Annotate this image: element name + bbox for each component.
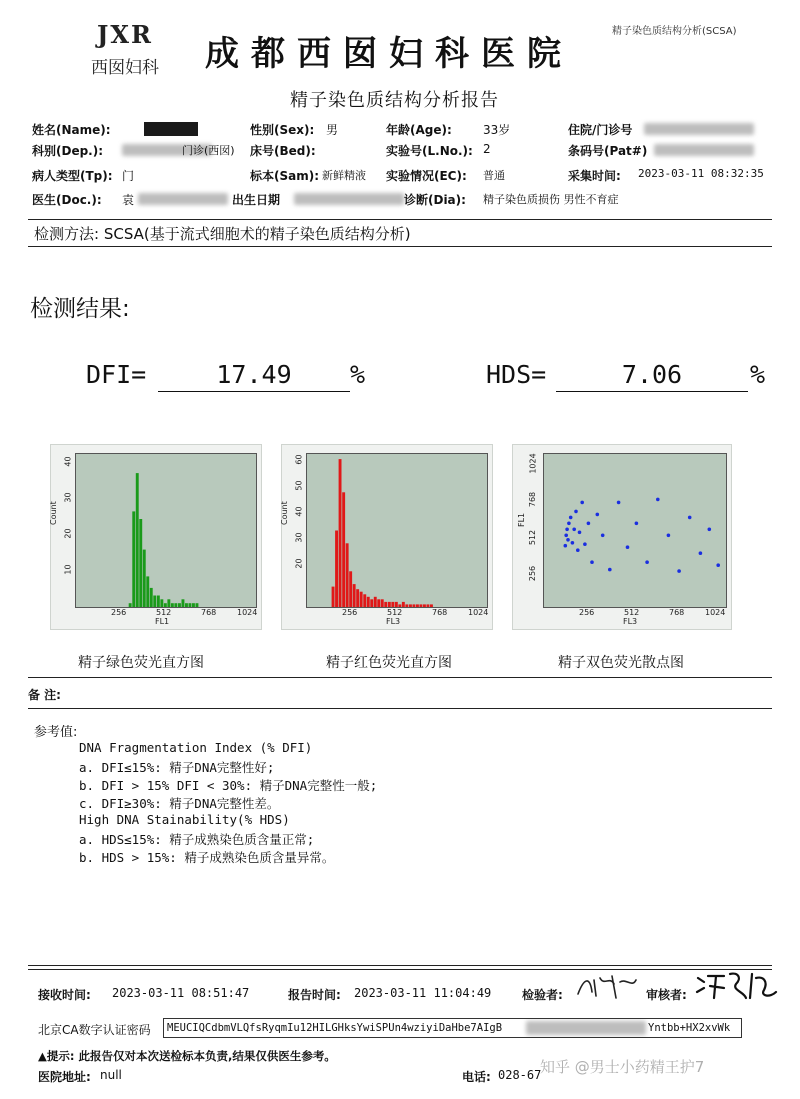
reference-line-7: b. HDS > 15%: 精子成熟染色质含量异常。 bbox=[79, 850, 335, 865]
red-histogram-bar bbox=[356, 589, 359, 607]
blue-ytick-1024: 1024 bbox=[528, 453, 538, 474]
blue-scatter-point bbox=[645, 560, 649, 564]
barcode-redacted bbox=[654, 144, 754, 156]
blue-scatter-point bbox=[656, 498, 660, 502]
green-ylabel: Count bbox=[49, 501, 58, 525]
barcode-label: 条码号(Pat#) bbox=[568, 144, 648, 158]
blue-scatter-point bbox=[677, 569, 681, 573]
ca-code-end: Yntbb+HX2xvWk bbox=[648, 1022, 731, 1034]
red-caption: 精子红色荧光直方图 bbox=[326, 655, 452, 671]
green-xlabel: FL1 bbox=[155, 617, 170, 626]
doctor-value: 袁 bbox=[122, 193, 135, 207]
report-title: 精子染色质结构分析报告 bbox=[290, 90, 499, 111]
info-row-4 bbox=[32, 191, 772, 207]
green-histogram-bar bbox=[189, 603, 192, 607]
green-histogram-bar bbox=[146, 576, 149, 607]
red-xlabel: FL3 bbox=[386, 617, 401, 626]
sex-label: 性别(Sex): bbox=[250, 123, 315, 137]
info-row-3 bbox=[32, 167, 772, 183]
reference-line-2: a. DFI≤15%: 精子DNA完整性好; bbox=[79, 760, 275, 775]
red-ytick-20: 20 bbox=[294, 558, 304, 569]
dfi-value: 17.49 bbox=[158, 360, 350, 392]
red-histogram-bar bbox=[409, 604, 412, 607]
red-ytick-40: 40 bbox=[294, 506, 304, 517]
results-title: 检测结果: bbox=[30, 296, 130, 322]
blue-scatter-point bbox=[708, 528, 712, 532]
red-histogram-bar bbox=[398, 604, 401, 607]
red-histogram-bar bbox=[353, 584, 356, 607]
checker-label: 检验者: bbox=[522, 988, 563, 1002]
red-histogram-bar bbox=[342, 492, 345, 607]
green-histogram-bar bbox=[157, 596, 160, 608]
logo-text: 西囡妇科 bbox=[91, 58, 159, 78]
ca-code-start: MEUCIQCdbmVLQfsRyqmIu12HILGHksYwiSPUn4wziyiDaHbe7AIgB bbox=[167, 1022, 503, 1034]
divider-info bbox=[28, 219, 772, 220]
receive-label: 接收时间: bbox=[38, 988, 91, 1002]
red-histogram-bar bbox=[360, 592, 363, 607]
red-histogram-svg bbox=[307, 454, 487, 607]
sex-value: 男 bbox=[326, 123, 339, 137]
dfi-result bbox=[86, 360, 386, 394]
lab-no-label: 实验号(L.No.): bbox=[386, 144, 473, 158]
green-xtick-256: 256 bbox=[111, 608, 127, 617]
corner-note: 精子染色质结构分析(SCSA) bbox=[612, 26, 737, 37]
blue-xtick-256: 256 bbox=[579, 608, 595, 617]
reference-line-3: b. DFI > 15% DFI < 30%: 精子DNA完整性一般; bbox=[79, 778, 378, 793]
blue-scatter-point bbox=[601, 534, 605, 538]
info-row-1 bbox=[32, 121, 772, 137]
green-histogram-bar bbox=[178, 603, 181, 607]
blue-ylabel: FL1 bbox=[517, 512, 526, 527]
blue-scatter-point bbox=[590, 560, 594, 564]
blue-scatter-point bbox=[716, 563, 720, 567]
collect-time-value: 2023-03-11 08:32:35 bbox=[638, 167, 764, 180]
blue-ytick-256: 256 bbox=[528, 565, 538, 582]
red-ylabel: Count bbox=[280, 501, 289, 525]
red-histogram-bar bbox=[430, 604, 433, 607]
red-histogram-bar bbox=[367, 597, 370, 607]
remarks-label: 备 注: bbox=[28, 688, 61, 702]
green-histogram-bar bbox=[171, 603, 174, 607]
green-histogram-bar bbox=[167, 599, 170, 607]
lab-no-value: 2 bbox=[483, 142, 491, 156]
red-histogram-bar bbox=[427, 604, 430, 607]
green-xtick-512: 512 bbox=[156, 608, 172, 617]
green-histogram-bar bbox=[129, 603, 132, 607]
green-histogram-bar bbox=[182, 599, 185, 607]
red-xtick-256: 256 bbox=[342, 608, 358, 617]
diag-value: 精子染色质损伤 男性不育症 bbox=[483, 193, 619, 206]
red-histogram-bar bbox=[423, 604, 426, 607]
sample-value: 新鲜精液 bbox=[322, 169, 366, 182]
red-ytick-60: 60 bbox=[294, 454, 304, 465]
blue-ytick-512: 512 bbox=[528, 529, 538, 546]
red-histogram-bar bbox=[405, 604, 408, 607]
ca-code-box bbox=[163, 1018, 742, 1038]
divider-footer-top-2 bbox=[28, 969, 772, 970]
reference-title: 参考值: bbox=[34, 725, 78, 740]
ca-row bbox=[38, 1018, 778, 1040]
red-histogram-bar bbox=[374, 597, 377, 607]
red-histogram-bar bbox=[395, 602, 398, 607]
red-histogram-bar bbox=[416, 604, 419, 607]
red-histogram-bar bbox=[420, 604, 423, 607]
report-time-label: 报告时间: bbox=[288, 988, 341, 1002]
dept-label: 科别(Dep.): bbox=[32, 144, 104, 158]
inpatient-redacted bbox=[644, 123, 754, 135]
blue-scatter-point bbox=[580, 501, 584, 505]
exp-status-label: 实验情况(EC): bbox=[386, 169, 467, 183]
blue-xtick-1024: 1024 bbox=[705, 608, 726, 617]
bed-label: 床号(Bed): bbox=[250, 144, 316, 158]
blue-scatter-point bbox=[567, 522, 571, 526]
red-histogram-bar bbox=[363, 594, 366, 607]
checker-signature bbox=[574, 972, 640, 1002]
name-label: 姓名(Name): bbox=[32, 123, 111, 137]
green-histogram bbox=[50, 444, 262, 630]
phone-label: 电话: bbox=[462, 1070, 491, 1084]
birth-redacted bbox=[294, 193, 404, 205]
green-histogram-bar bbox=[160, 599, 163, 607]
green-histogram-svg bbox=[76, 454, 256, 607]
green-histogram-bar bbox=[196, 603, 199, 607]
doctor-redacted bbox=[138, 193, 228, 205]
red-histogram-bar bbox=[339, 459, 342, 607]
green-xtick-1024: 1024 bbox=[237, 608, 258, 617]
ca-code-redacted bbox=[526, 1021, 646, 1035]
diag-label: 诊断(Dia): bbox=[404, 193, 466, 207]
phone-value: 028-67 bbox=[498, 1068, 542, 1082]
green-plot-area bbox=[75, 453, 257, 608]
age-value: 33岁 bbox=[483, 123, 511, 137]
red-xtick-768: 768 bbox=[432, 608, 448, 617]
red-histogram bbox=[281, 444, 493, 630]
doctor-label: 医生(Doc.): bbox=[32, 193, 102, 207]
blue-scatter-point bbox=[578, 531, 582, 535]
info-row-2 bbox=[32, 142, 772, 158]
red-histogram-bar bbox=[384, 602, 387, 607]
blue-caption: 精子双色荧光散点图 bbox=[558, 655, 684, 671]
notice-text: ▲提示: 此报告仅对本次送检标本负责,结果仅供医生参考。 bbox=[38, 1049, 336, 1063]
hds-result bbox=[486, 360, 786, 394]
blue-xlabel: FL3 bbox=[623, 617, 638, 626]
name-redacted bbox=[144, 122, 198, 136]
divider-footer-top bbox=[28, 965, 772, 966]
address-value: null bbox=[100, 1068, 122, 1082]
reviewer-label: 审核者: bbox=[646, 988, 687, 1002]
footer-times-row bbox=[38, 986, 778, 1004]
blue-scatter-point bbox=[565, 528, 569, 532]
method-text: 检测方法: SCSA(基于流式细胞术的精子染色质结构分析) bbox=[34, 225, 411, 243]
blue-scatter-point bbox=[564, 544, 568, 548]
green-histogram-bar bbox=[150, 588, 153, 607]
red-xtick-512: 512 bbox=[387, 608, 403, 617]
reviewer-signature bbox=[694, 968, 780, 1006]
green-histogram-bar bbox=[143, 550, 146, 607]
blue-scatter-point bbox=[667, 534, 671, 538]
blue-scatter-point bbox=[571, 541, 575, 545]
patient-type-label: 病人类型(Tp): bbox=[32, 169, 113, 183]
blue-scatter-point bbox=[635, 522, 639, 526]
blue-scatter-point bbox=[574, 510, 578, 514]
blue-scatter-point bbox=[699, 551, 703, 555]
red-histogram-bar bbox=[391, 602, 394, 607]
red-histogram-bar bbox=[370, 599, 373, 607]
divider-remarks bbox=[28, 708, 772, 709]
blue-scatter-point bbox=[626, 545, 630, 549]
blue-scatter bbox=[512, 444, 732, 630]
green-histogram-bar bbox=[185, 603, 188, 607]
green-histogram-bar bbox=[164, 603, 167, 607]
green-ytick-20: 20 bbox=[63, 528, 73, 539]
patient-type-value: 门 bbox=[122, 169, 135, 183]
red-histogram-bar bbox=[413, 604, 416, 607]
blue-scatter-point bbox=[608, 568, 612, 572]
address-label: 医院地址: bbox=[38, 1070, 91, 1084]
blue-scatter-point bbox=[583, 542, 587, 546]
hospital-logo bbox=[80, 20, 170, 84]
green-ytick-10: 10 bbox=[63, 564, 73, 575]
green-histogram-bar bbox=[132, 511, 135, 607]
hospital-name: 成都西囡妇科医院 bbox=[205, 34, 573, 74]
red-ytick-30: 30 bbox=[294, 532, 304, 543]
blue-scatter-point bbox=[569, 516, 573, 520]
age-label: 年龄(Age): bbox=[386, 123, 452, 137]
divider-method bbox=[28, 246, 772, 247]
green-histogram-bar bbox=[174, 603, 177, 607]
blue-xtick-768: 768 bbox=[669, 608, 685, 617]
receive-value: 2023-03-11 08:51:47 bbox=[112, 986, 250, 1000]
dept-value: 门诊(西囡) bbox=[182, 144, 235, 157]
reference-line-6: a. HDS≤15%: 精子成熟染色质含量正常; bbox=[79, 832, 315, 847]
red-ytick-50: 50 bbox=[294, 480, 304, 491]
blue-scatter-point bbox=[596, 513, 600, 517]
red-plot-area bbox=[306, 453, 488, 608]
blue-xtick-512: 512 bbox=[624, 608, 640, 617]
red-xtick-1024: 1024 bbox=[468, 608, 489, 617]
green-ytick-40: 40 bbox=[63, 456, 73, 467]
green-caption: 精子绿色荧光直方图 bbox=[78, 655, 204, 671]
green-histogram-bar bbox=[139, 519, 142, 607]
red-histogram-bar bbox=[377, 599, 380, 607]
red-histogram-bar bbox=[381, 599, 384, 607]
hds-value: 7.06 bbox=[556, 360, 748, 392]
green-histogram-bar bbox=[136, 473, 139, 607]
green-ytick-30: 30 bbox=[63, 492, 73, 503]
exp-status-value: 普通 bbox=[483, 169, 505, 182]
divider-charts bbox=[28, 677, 772, 678]
blue-plot-area bbox=[543, 453, 727, 608]
red-histogram-bar bbox=[335, 531, 338, 608]
red-histogram-bar bbox=[332, 587, 335, 607]
hds-label: HDS= bbox=[486, 360, 547, 389]
red-histogram-bar bbox=[402, 602, 405, 607]
report-time-value: 2023-03-11 11:04:49 bbox=[354, 986, 492, 1000]
reference-line-5: High DNA Stainability(% HDS) bbox=[79, 812, 290, 827]
red-histogram-bar bbox=[346, 543, 349, 607]
collect-time-label: 采集时间: bbox=[568, 169, 621, 183]
green-xtick-768: 768 bbox=[201, 608, 217, 617]
green-histogram-bar bbox=[192, 603, 195, 607]
green-histogram-bar bbox=[153, 596, 156, 608]
red-histogram-bar bbox=[349, 571, 352, 607]
red-histogram-bar bbox=[388, 602, 391, 607]
watermark: 知乎 @男士小药精王护7 bbox=[540, 1058, 705, 1076]
blue-scatter-point bbox=[576, 548, 580, 552]
reference-line-4: c. DFI≥30%: 精子DNA完整性差。 bbox=[79, 796, 280, 811]
blue-scatter-point bbox=[564, 534, 568, 538]
blue-scatter-point bbox=[587, 522, 591, 526]
dfi-unit: % bbox=[350, 360, 366, 389]
hds-unit: % bbox=[750, 360, 766, 389]
blue-scatter-point bbox=[566, 538, 570, 542]
blue-scatter-point bbox=[617, 501, 621, 505]
logo-mark: JXR bbox=[97, 20, 153, 49]
ca-label: 北京CA数字认证密码 bbox=[38, 1023, 151, 1037]
blue-ytick-768: 768 bbox=[528, 491, 538, 508]
sample-label: 标本(Sam): bbox=[250, 169, 320, 183]
blue-scatter-point bbox=[572, 528, 576, 532]
blue-scatter-svg bbox=[544, 454, 726, 607]
blue-scatter-point bbox=[688, 516, 692, 520]
reference-line-1: DNA Fragmentation Index (% DFI) bbox=[79, 740, 313, 755]
inpatient-label: 住院/门诊号 bbox=[568, 123, 633, 137]
dfi-label: DFI= bbox=[86, 360, 147, 389]
birth-label: 出生日期 bbox=[232, 193, 281, 207]
